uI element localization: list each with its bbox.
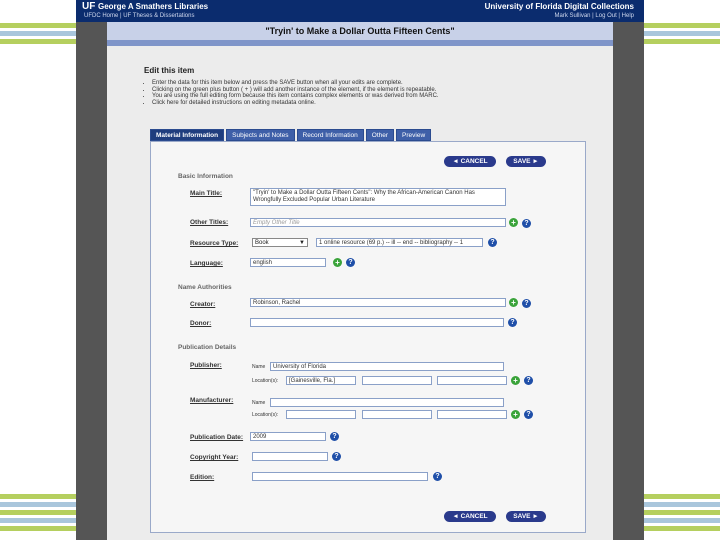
- instructions-list: [152, 80, 439, 106]
- cancel-button-top[interactable]: ◄ CANCEL: [444, 156, 496, 167]
- manufacturer-name-input[interactable]: [270, 398, 504, 407]
- manufacturer-location-input-2[interactable]: [362, 410, 432, 419]
- save-button-bottom[interactable]: SAVE ►: [506, 511, 546, 522]
- user-links[interactable]: Mark Sullivan | Log Out | Help: [554, 13, 634, 19]
- manufacturer-label: Manufacturer:: [190, 397, 234, 404]
- publication-date-help-icon[interactable]: ?: [330, 432, 339, 441]
- copyright-year-label: Copyright Year:: [190, 454, 239, 461]
- edition-input[interactable]: [252, 472, 428, 481]
- language-help-icon[interactable]: ?: [346, 258, 355, 267]
- publisher-name-input[interactable]: University of Florida: [270, 362, 504, 371]
- cancel-button-bottom[interactable]: ◄ CANCEL: [444, 511, 496, 522]
- add-other-title-plus-icon[interactable]: +: [509, 218, 518, 227]
- publisher-location-input-3[interactable]: [437, 376, 507, 385]
- other-titles-input[interactable]: [250, 218, 506, 227]
- other-titles-placeholder: Empty Other Title: [253, 220, 300, 226]
- tab-other[interactable]: Other: [366, 129, 394, 141]
- publication-date-label: Publication Date:: [190, 434, 244, 441]
- main-title-label: Main Title:: [190, 190, 223, 197]
- other-titles-help-icon[interactable]: ?: [522, 219, 531, 228]
- publisher-locations-sublabel: Location(s):: [252, 378, 279, 384]
- breadcrumb[interactable]: UFDC Home | UF Theses & Dissertations: [84, 13, 195, 19]
- manufacturer-locations-sublabel: Location(s):: [252, 412, 279, 418]
- library-name[interactable]: George A Smathers Libraries: [98, 2, 209, 11]
- manufacturer-location-input-1[interactable]: [286, 410, 356, 419]
- add-language-plus-icon[interactable]: +: [333, 258, 342, 267]
- instruction-item: • Enter the data for this item below and press the SAVE button when all your edits are complete.: [152, 80, 439, 87]
- publication-date-input[interactable]: 2009: [250, 432, 326, 441]
- creator-help-icon[interactable]: ?: [522, 299, 531, 308]
- instruction-link[interactable]: • Click here for detailed instructions on editing metadata online.: [152, 100, 439, 107]
- form-tabs: [150, 129, 431, 141]
- uf-logo[interactable]: UF: [82, 1, 96, 12]
- publisher-location-input-1[interactable]: [Gainesville, Fla.]: [286, 376, 356, 385]
- donor-input[interactable]: [250, 318, 504, 327]
- donor-help-icon[interactable]: ?: [508, 318, 517, 327]
- edit-heading: Edit this item: [144, 66, 195, 75]
- creator-label: Creator:: [190, 301, 216, 308]
- save-button-top[interactable]: SAVE ►: [506, 156, 546, 167]
- section-name-authorities: Name Authorities: [178, 284, 232, 291]
- tab-preview[interactable]: Preview: [396, 129, 431, 141]
- publisher-label: Publisher:: [190, 362, 222, 369]
- creator-input[interactable]: Robinson, Rachel: [250, 298, 506, 307]
- add-publisher-plus-icon[interactable]: +: [511, 376, 520, 385]
- physical-description-input[interactable]: 1 online resource (69 p.) -- ill -- end -- bibliography -- 1: [316, 238, 483, 247]
- add-manufacturer-plus-icon[interactable]: +: [511, 410, 520, 419]
- publisher-location-input-2[interactable]: [362, 376, 432, 385]
- publisher-name-sublabel: Name: [252, 364, 266, 370]
- site-header: [76, 0, 644, 22]
- tab-material-information[interactable]: Material Information: [150, 129, 224, 141]
- resource-type-select[interactable]: [252, 238, 308, 247]
- tab-subjects-and-notes[interactable]: Subjects and Notes: [226, 129, 294, 141]
- manufacturer-name-sublabel: Name: [252, 400, 266, 406]
- collection-name[interactable]: University of Florida Digital Collections: [484, 2, 634, 11]
- publisher-help-icon[interactable]: ?: [524, 376, 533, 385]
- copyright-year-input[interactable]: [252, 452, 328, 461]
- tab-record-information[interactable]: Record Information: [297, 129, 364, 141]
- copyright-year-help-icon[interactable]: ?: [332, 452, 341, 461]
- edition-label: Edition:: [190, 474, 215, 481]
- other-titles-label: Other Titles:: [190, 219, 229, 226]
- section-publication-details: Publication Details: [178, 344, 237, 351]
- instruction-item: • You are using the full editing form because this item contains complex elements or was derived from MARC.: [152, 93, 439, 100]
- resource-type-value: Book: [255, 240, 269, 246]
- instruction-item: • Clicking on the green plus button ( + ) will add another instance of the element, if the element is repeatable.: [152, 87, 439, 94]
- dropdown-arrow-icon: ▼: [299, 240, 305, 246]
- edition-help-icon[interactable]: ?: [433, 472, 442, 481]
- resource-type-label: Resource Type:: [190, 240, 239, 247]
- section-basic-information: Basic Information: [178, 173, 233, 180]
- language-input[interactable]: english: [250, 258, 326, 267]
- item-title: "Tryin' to Make a Dollar Outta Fifteen Cents": [107, 22, 613, 40]
- donor-label: Donor:: [190, 320, 212, 327]
- manufacturer-help-icon[interactable]: ?: [524, 410, 533, 419]
- resource-type-help-icon[interactable]: ?: [488, 238, 497, 247]
- language-label: Language:: [190, 260, 223, 267]
- main-title-input[interactable]: "Tryin' to Make a Dollar Outta Fifteen Cents": Why the African-American Canon Has Wrongfully Excluded Popular Urban Literature: [250, 188, 506, 206]
- add-creator-plus-icon[interactable]: +: [509, 298, 518, 307]
- manufacturer-location-input-3[interactable]: [437, 410, 507, 419]
